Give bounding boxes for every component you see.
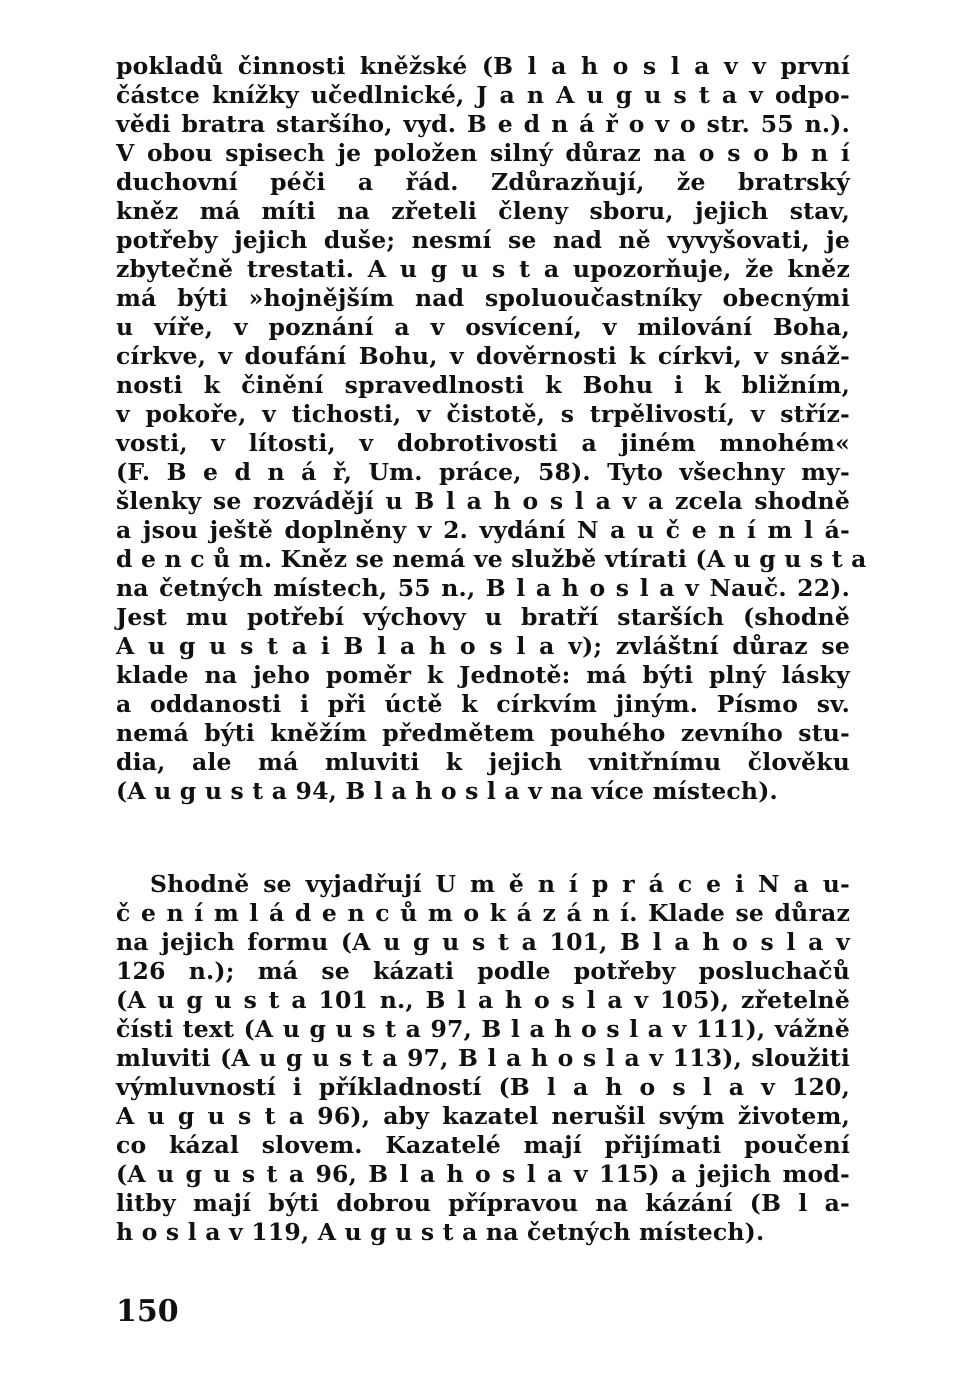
text-line: (A u g u s t a 101 n., B l a h o s l a v 105), zřetelně [116,986,850,1014]
text-line: h o s l a v 119, A u g u s t a na četných místech). [116,1218,765,1246]
text-line: u víře, v poznání a v osvícení, v milování Boha, [116,313,850,341]
text-line: má býti »hojnějším nad spoluoučastníky obecnými [116,284,850,312]
text-line: V obou spisech je položen silný důraz na o s o b n í [116,139,850,167]
text-line: Jest mu potřebí výchovy u bratří starších (shodně [116,603,850,631]
text-line: nemá býti kněžím předmětem pouhého zevního stu- [116,719,850,747]
text-line: duchovní péči a řád. Zdůrazňují, že bratrský [116,168,850,196]
text-line: pokladů činnosti kněžské (B l a h o s l a v v první [116,52,850,80]
text-line: vosti, v lítosti, v dobrotivosti a jiném mnohém« [116,429,850,457]
text-line: výmluvností i příkladností (B l a h o s l a v 120, [116,1073,850,1101]
text-line: A u g u s t a i B l a h o s l a v); zvláštní důraz se [116,632,850,660]
text-line: A u g u s t a 96), aby kazatel nerušil svým životem, [116,1102,850,1130]
text-line: 126 n.); má se kázati podle potřeby posluchačů [116,957,850,985]
text-line: šlenky se rozvádějí u B l a h o s l a v a zcela shodně [116,487,850,515]
text-line: dia, ale má mluviti k jejich vnitřnímu člověku [116,748,850,776]
text-line: litby mají býti dobrou přípravou na kázání (B l a- [116,1189,850,1217]
text-line: zbytečně trestati. A u g u s t a upozorňuje, že kněz [116,255,850,283]
text-line: (A u g u s t a 94, B l a h o s l a v na více místech). [116,777,778,805]
text-line: čísti text (A u g u s t a 97, B l a h o s l a v 111), vážně [116,1015,850,1043]
text-line: v pokoře, v tichosti, v čistotě, s trpělivostí, v stříz- [116,400,850,428]
text-line: č e n í m l á d e n c ů m o k á z á n í. Klade se důraz [116,899,850,927]
text-line: nosti k činění spravedlnosti k Bohu i k bližním, [116,371,850,399]
text-line: na jejich formu (A u g u s t a 101, B l a h o s l a v [116,928,850,956]
text-line: potřeby jejich duše; nesmí se nad ně vyvyšovati, je [116,226,850,254]
page-number: 150 [116,1294,179,1329]
text-line: d e n c ů m. Kněz se nemá ve službě vtírati (A u g u s t a [116,545,867,573]
text-line: vědi bratra staršího, vyd. B e d n á ř o v o str. 55 n.). [116,110,850,138]
text-line: částce knížky učedlnické, J a n A u g u s t a v odpo- [116,81,850,109]
text-line: Shodně se vyjadřují U m ě n í p r á c e i N a u- [150,870,850,898]
text-line: mluviti (A u g u s t a 97, B l a h o s l a v 113), sloužiti [116,1044,850,1072]
text-line: a jsou ještě doplněny v 2. vydání N a u č e n í m l á- [116,516,850,544]
text-line: kněz má míti na zřeteli členy sboru, jejich stav, [116,197,850,225]
text-line: na četných místech, 55 n., B l a h o s l a v Nauč. 22). [116,574,850,602]
text-line: (F. B e d n á ř, Um. práce, 58). Tyto všechny my- [116,458,850,486]
text-line: a oddanosti i při úctě k církvím jiným. Písmo sv. [116,690,850,718]
text-line: (A u g u s t a 96, B l a h o s l a v 115) a jejich mod- [116,1160,850,1188]
text-line: církve, v doufání Bohu, v dověrnosti k církvi, v snáž- [116,342,850,370]
paragraph-1 [116,52,867,806]
text-line: klade na jeho poměr k Jednotě: má býti plný lásky [116,661,850,689]
text-line: co kázal slovem. Kazatelé mají přijímati poučení [116,1131,850,1159]
paragraph-2 [116,870,850,1247]
